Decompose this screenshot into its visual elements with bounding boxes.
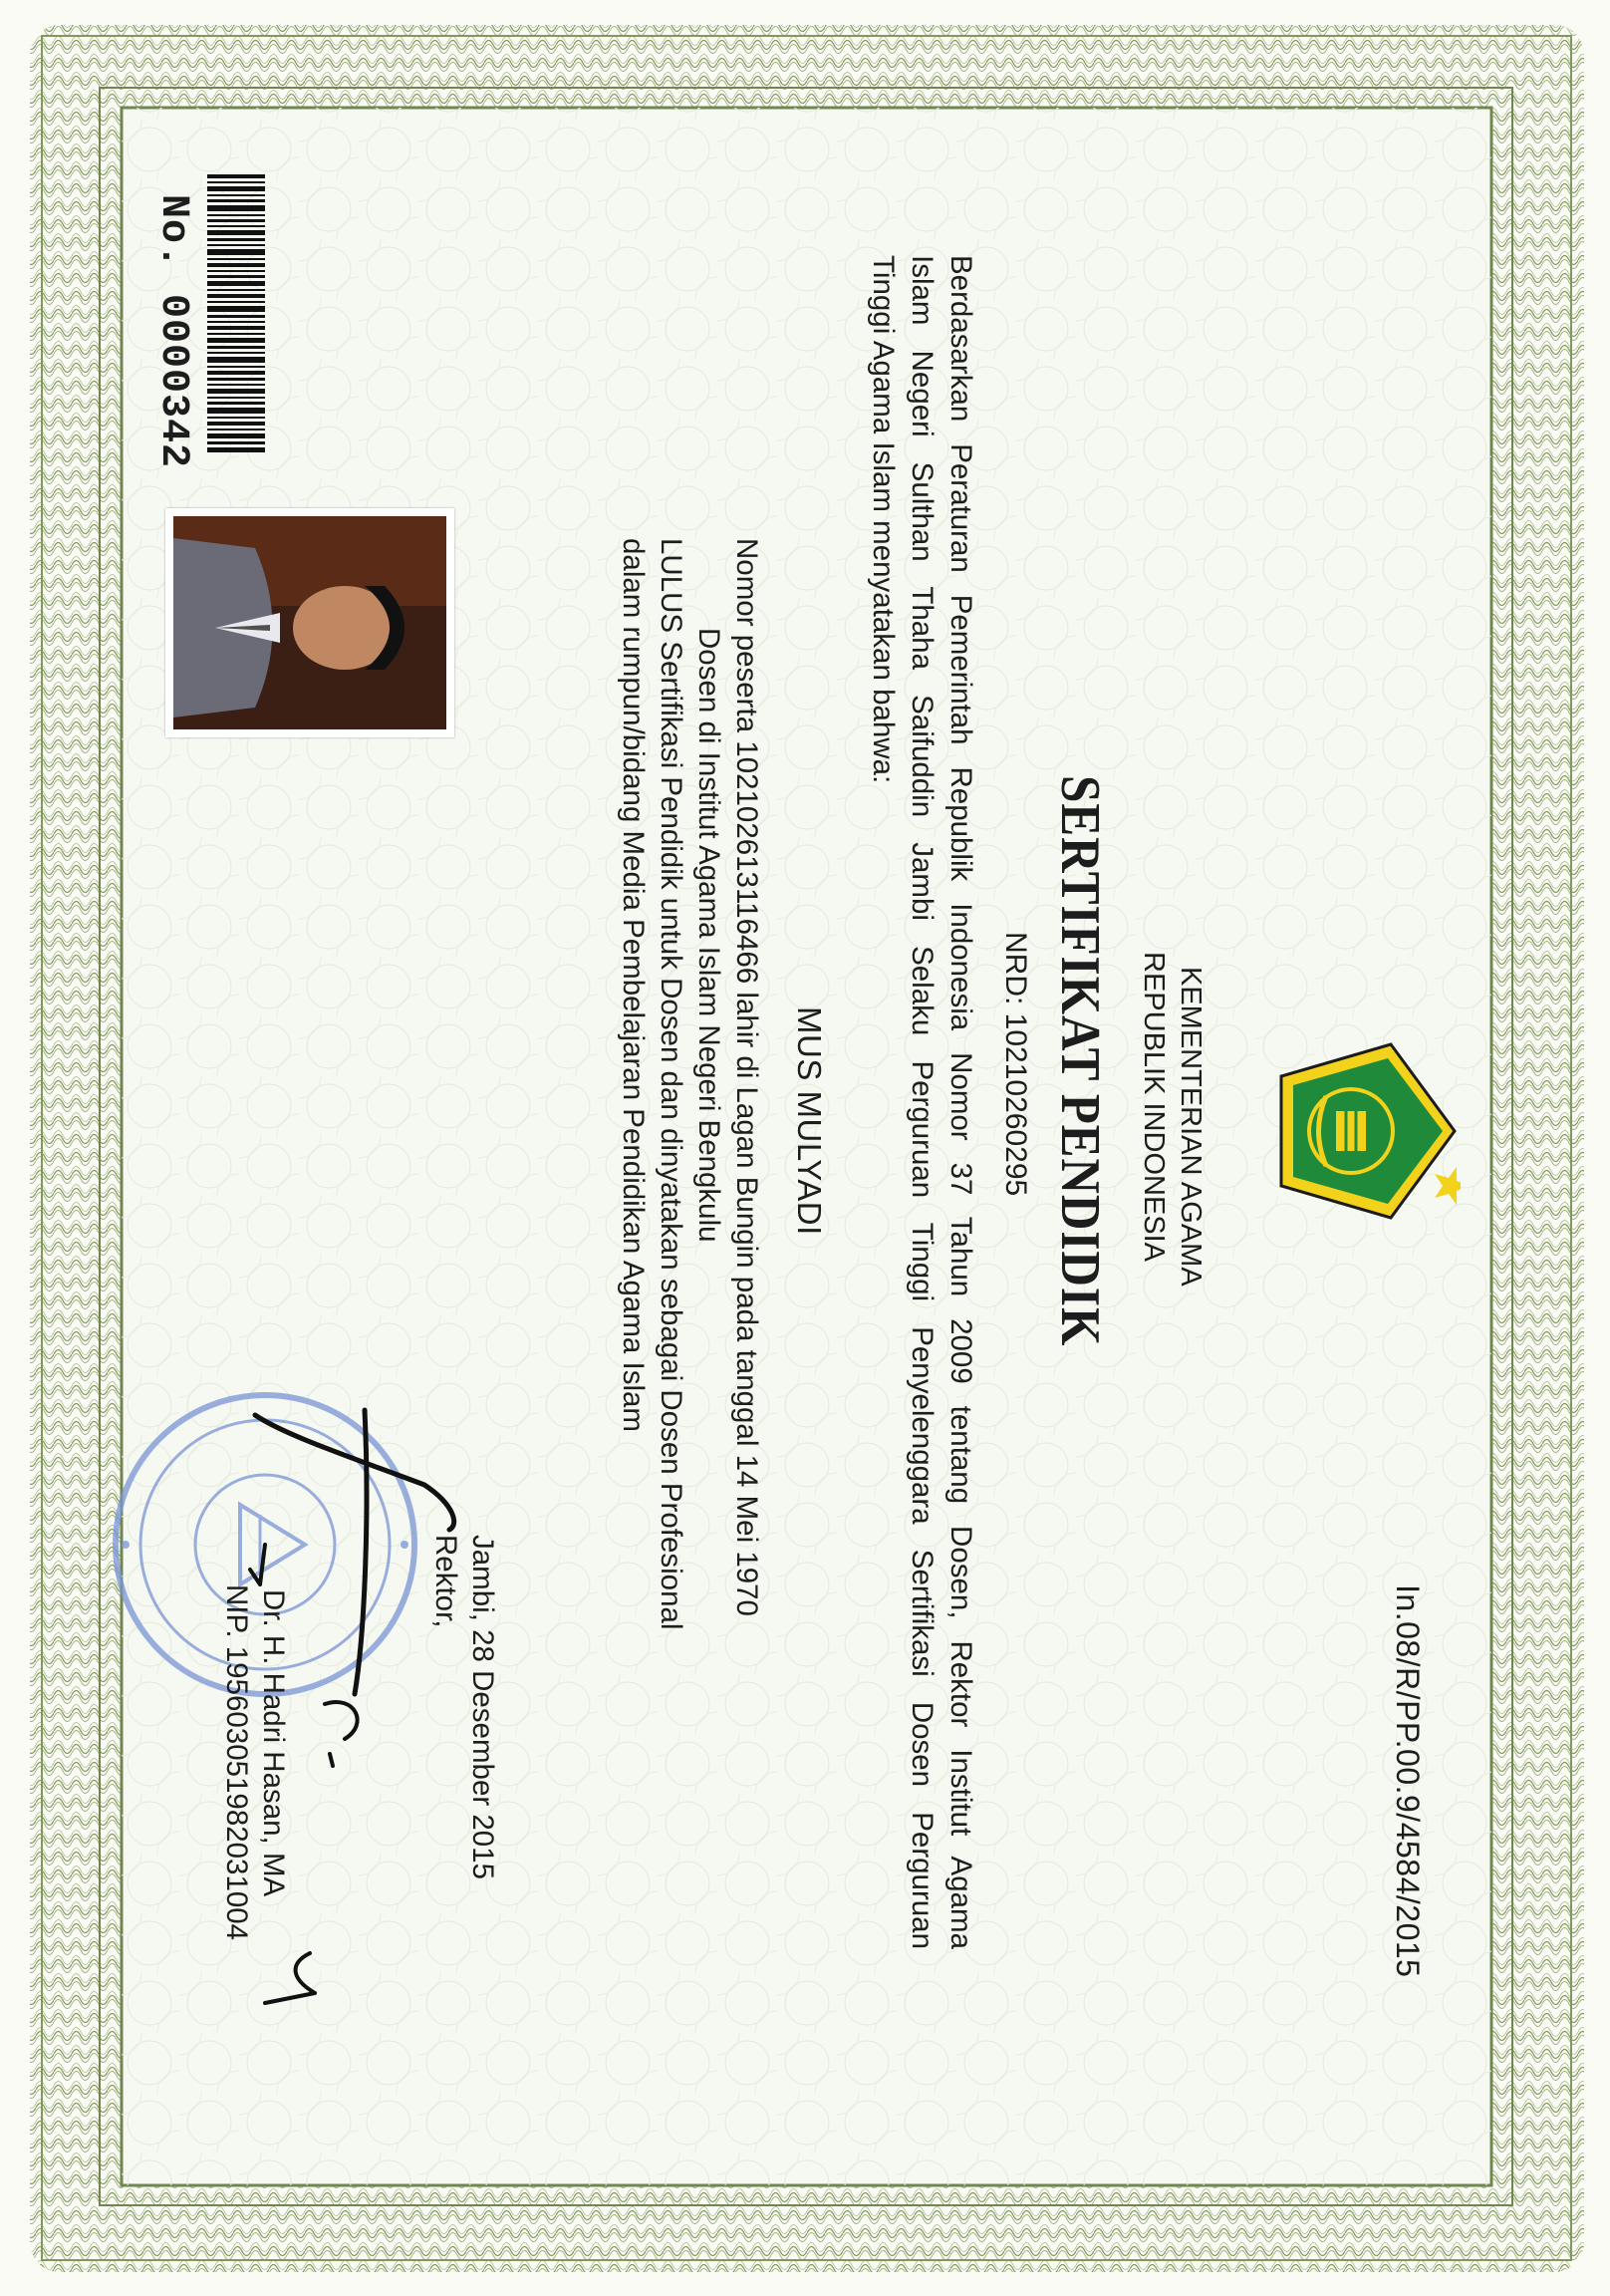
participant-line: Nomor peserta 102102613116466 lahir di Lagan Bungin pada tanggal 14 Mei 1970 bbox=[730, 538, 763, 1616]
result-line: LULUS Sertifikasi Pendidik untuk Dosen dan dinyatakan sebagai Dosen Profesional bbox=[655, 538, 687, 1630]
preamble-paragraph bbox=[864, 255, 980, 1949]
ministry-emblem-icon bbox=[1271, 1036, 1461, 1226]
signatory-name: Dr. H. Hadri Hasan, MA bbox=[257, 1589, 290, 1897]
signatory-nip: NIP. 195603051982031004 bbox=[220, 1584, 253, 1941]
reference-number: In.08/R/PP.00.9/4584/2015 bbox=[1390, 1584, 1426, 1978]
barcode bbox=[207, 174, 265, 453]
serial-number: No. 0000342 bbox=[150, 194, 195, 469]
ministry-name-line-2: REPUBLIK INDONESIA bbox=[1138, 952, 1170, 1263]
sign-role: Rektor, bbox=[429, 1535, 462, 1628]
certificate-title: SERTIFIKAT PENDIDIK bbox=[1049, 775, 1111, 1347]
ministry-name-line-1: KEMENTERIAN AGAMA bbox=[1175, 967, 1207, 1287]
institution-line: Dosen di Institut Agama Islam Negeri Bengkulu bbox=[692, 628, 725, 1243]
holder-photo bbox=[165, 508, 454, 737]
holder-name: MUS MULYADI bbox=[791, 1006, 828, 1236]
preamble-line: Berdasarkan Peraturan Pemerintah Republik Indonesia Nomor 37 Tahun 2009 tentang Dosen, Rektor Institut Agama bbox=[944, 255, 977, 1949]
field-line: dalam rumpun/bidang Media Pembelajaran Pendidikan Agama Islam bbox=[617, 538, 650, 1432]
sign-place-date: Jambi, 28 Desember 2015 bbox=[466, 1535, 499, 1879]
nrd-number: NRD: 10210260295 bbox=[999, 932, 1032, 1197]
preamble-line: Islam Negeri Sulthan Thaha Saifuddin Jambi Selaku Perguruan Tinggi Penyelenggara Sertifikasi Dosen Perguruan bbox=[906, 255, 939, 1949]
preamble-line: Tinggi Agama Islam menyatakan bahwa: bbox=[867, 255, 900, 784]
